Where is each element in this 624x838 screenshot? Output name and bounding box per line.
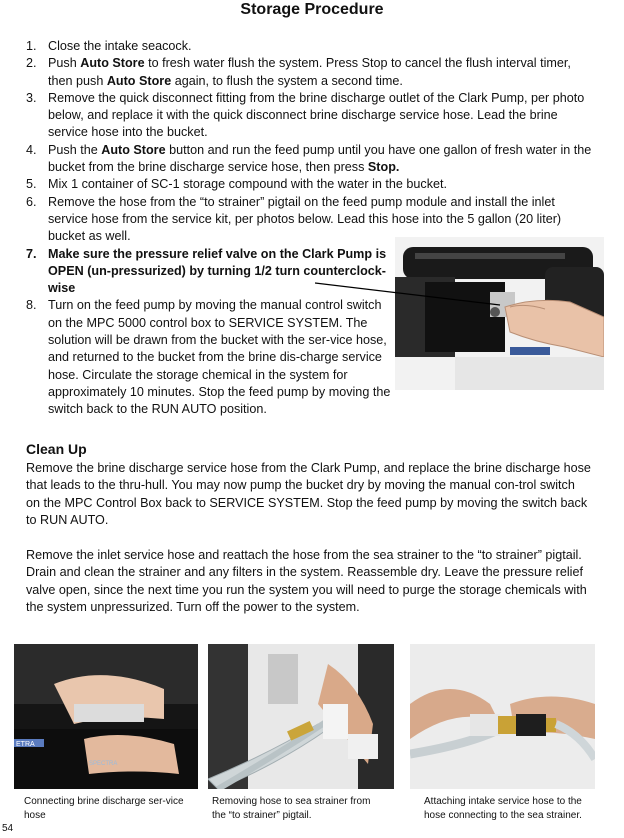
step-item [26, 142, 592, 177]
page-number: 54 [2, 823, 14, 834]
step-number: 3. [26, 90, 37, 105]
cleanup-paragraph-2: Remove the inlet service hose and reattach the hose from the sea strainer to the “to strainer” pigtail. Drain and clean the strainer and any filters in the system. Reassemble dry. Leave the pressure relief valve open, since the next time you run the system you will need to purge the storage chemicals with the system unpressurized. Turn off the power to the system. [26, 548, 587, 614]
step-text: Close the intake seacock. [48, 39, 192, 53]
caption-photo-1: Connecting brine discharge ser-vice hose [24, 796, 184, 821]
step-text: Turn on the feed pump by moving the manual control switch on the MPC 5000 control box to SERVICE SYSTEM. The solution will be drawn from the bucket with the ser-vice hose, and returned to the bucket from the brine dis-charge service hose. Circulate the storage chemical in the system for approximately 10 minutes. Stop the feed pump by moving the switch back to the RUN AUTO position. [48, 298, 391, 417]
pointer-line [315, 280, 505, 310]
step-text: Make sure the pressure relief valve on the Clark Pump is OPEN (un-pressurized) by turning 1/2 turn counterclock-wise [48, 246, 387, 296]
svg-text:ETRA: ETRA [16, 741, 35, 748]
step-item [26, 176, 592, 193]
step-text: Push Auto Store to fresh water flush the system. Press Stop to cancel the flush interval timer, then push Auto Store again, to flush the system a second time. [48, 56, 571, 88]
cleanup-heading: Clean Up [26, 441, 87, 457]
cleanup-paragraph-1: Remove the brine discharge service hose from the Clark Pump, and replace the brine discharge hose that leads to the thru-hull. You may now pump the bucket dry by moving the manual con-trol switch on the MPC Control Box back to SERVICE SYSTEM. Stop the feed pump by moving the switch back to RUN AUTO. [26, 461, 591, 527]
photo-brine-discharge [14, 644, 198, 789]
caption-photo-2: Removing hose to sea strainer from the “to strainer” pigtail. [212, 796, 371, 821]
page-title: Storage Procedure [240, 1, 384, 18]
caption-photo-3: Attaching intake service hose to the hose connecting to the sea strainer. [424, 796, 582, 821]
step-text: Remove the quick disconnect fitting from the brine discharge outlet of the Clark Pump, per photo below, and replace it with the quick disconnect brine discharge service hose. Lead the brine service hose into the bucket. [48, 90, 585, 140]
step-number: 5. [26, 177, 37, 192]
step-item [26, 90, 592, 142]
photo-intake-service-hose [410, 644, 595, 789]
step-number: 6. [26, 194, 37, 209]
step-text: Push the Auto Store button and run the feed pump until you have one gallon of fresh water in the bucket from the brine discharge service hose, then press Stop. [48, 142, 592, 175]
step-number: 1. [26, 39, 37, 53]
step-number: 8. [26, 298, 37, 313]
photo-clark-pump-relief-valve [395, 237, 604, 390]
step-item [26, 55, 592, 90]
step-number: 7. [26, 246, 37, 261]
step-item [26, 38, 592, 55]
step-text: Remove the hose from the “to strainer” pigtail on the feed pump module and install the inlet service hose from the service kit, per photos below. Lead this hose into the 5 gallon (20 liter) bucket as well. [48, 194, 562, 244]
step-number: 4. [26, 142, 37, 157]
spectra-logo: SPECTRA [89, 761, 118, 767]
step-text: Mix 1 container of SC-1 storage compound with the water in the bucket. [48, 177, 448, 192]
step-number: 2. [26, 56, 37, 71]
photo-sea-strainer-pigtail [208, 644, 394, 789]
